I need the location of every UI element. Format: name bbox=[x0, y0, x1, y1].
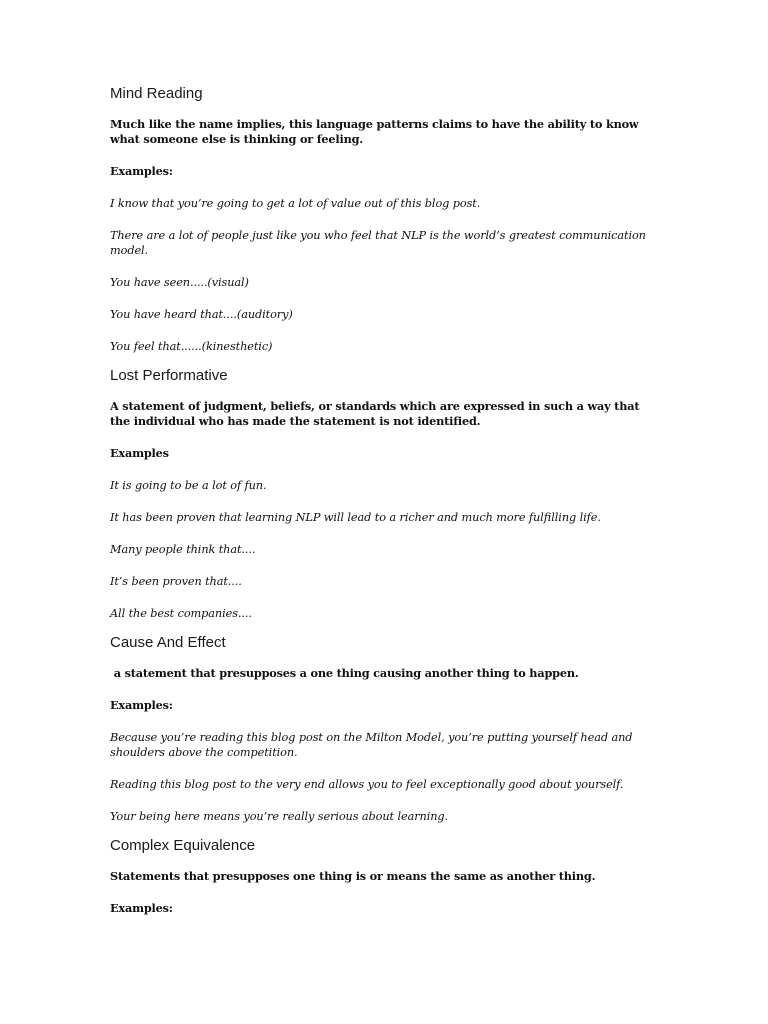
section-cause-and-effect bbox=[110, 633, 650, 824]
example-item: Because you’re reading this blog post on the Milton Model, you’re putting yourself head and shoulders above the competition. bbox=[110, 731, 633, 759]
section-lost-performative bbox=[110, 366, 650, 621]
section-heading: Complex Equivalence bbox=[110, 837, 256, 854]
example-item: You have heard that....(auditory) bbox=[110, 308, 293, 321]
example-item: I know that you’re going to get a lot of value out of this blog post. bbox=[110, 197, 481, 210]
example-item: It’s been proven that.... bbox=[110, 575, 242, 588]
section-heading: Cause And Effect bbox=[110, 634, 226, 651]
example-item: Your being here means you’re really serious about learning. bbox=[110, 810, 449, 823]
section-description: Much like the name implies, this language patterns claims to have the ability to know what someone else is thinking or feeling. bbox=[110, 117, 639, 146]
example-item: It is going to be a lot of fun. bbox=[110, 479, 267, 492]
examples-label: Examples bbox=[110, 446, 169, 460]
example-item: Many people think that.... bbox=[110, 543, 256, 556]
section-heading: Mind Reading bbox=[110, 85, 203, 102]
example-item: There are a lot of people just like you who feel that NLP is the world’s greatest communication model. bbox=[110, 229, 646, 257]
section-heading: Lost Performative bbox=[110, 367, 228, 384]
examples-label: Examples: bbox=[110, 901, 173, 915]
section-description: A statement of judgment, beliefs, or standards which are expressed in such a way that the individual who has made the statement is not identified. bbox=[110, 399, 640, 428]
examples-label: Examples: bbox=[110, 698, 173, 712]
example-item: All the best companies.... bbox=[110, 607, 252, 620]
example-item: It has been proven that learning NLP will lead to a richer and much more fulfilling life. bbox=[110, 511, 601, 524]
section-description: a statement that presupposes a one thing causing another thing to happen. bbox=[110, 666, 579, 680]
example-item: You feel that......(kinesthetic) bbox=[110, 340, 273, 353]
examples-label: Examples: bbox=[110, 164, 173, 178]
section-complex-equivalence bbox=[110, 836, 650, 916]
example-item: Reading this blog post to the very end allows you to feel exceptionally good about yourself. bbox=[110, 778, 624, 791]
section-description: Statements that presupposes one thing is or means the same as another thing. bbox=[110, 869, 596, 883]
section-mind-reading bbox=[110, 84, 650, 354]
example-item: You have seen.....(visual) bbox=[110, 276, 249, 289]
document-body bbox=[110, 84, 650, 933]
